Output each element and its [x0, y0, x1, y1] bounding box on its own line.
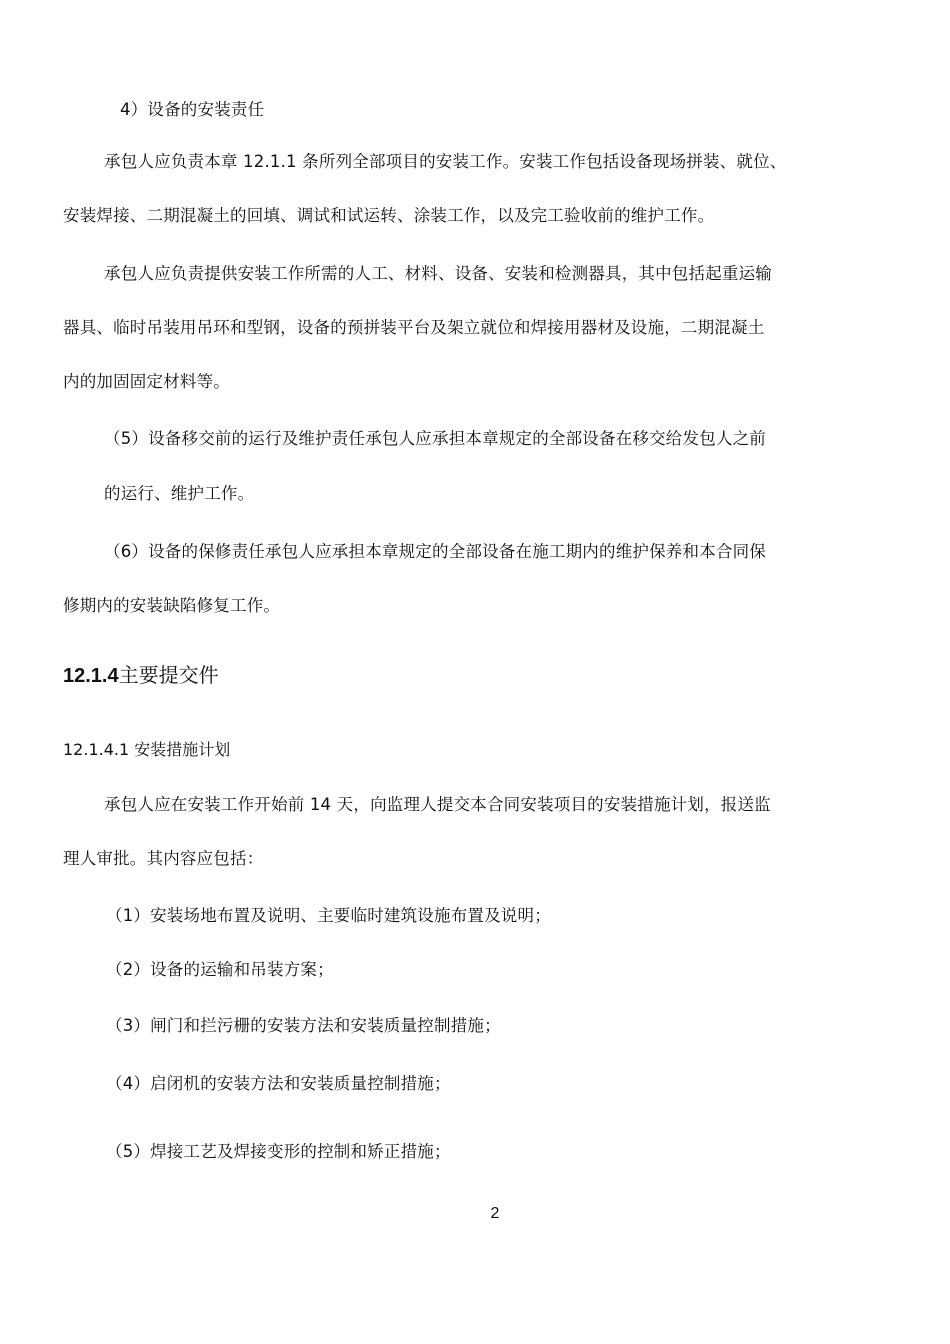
subsection-title-4: 4）设备的安装责任 — [120, 100, 265, 119]
list-item: （3）闸门和拦污栅的安装方法和安装质量控制措施； — [106, 1016, 501, 1035]
section-heading-number: 12.1.4 — [63, 665, 119, 687]
subsection-6-line: （6）设备的保修责任承包人应承担本章规定的全部设备在施工期内的维护保养和本合同保 — [104, 542, 766, 561]
subsection-5-line: （5）设备移交前的运行及维护责任承包人应承担本章规定的全部设备在移交给发包人之前 — [104, 429, 766, 448]
list-item: （5）焊接工艺及焊接变形的控制和矫正措施； — [106, 1142, 451, 1161]
section-heading-text: 主要提交件 — [118, 663, 219, 687]
paragraph-line: 器具、临时吊装用吊环和型钢，设备的预拼装平台及架立就位和焊接用器材及设施，二期混凝土 — [63, 318, 765, 337]
subsection-heading: 12.1.4.1 安装措施计划 — [63, 740, 231, 759]
paragraph-line: 承包人应在安装工作开始前 14 天，向监理人提交本合同安装项目的安装措施计划，报送监 — [104, 795, 771, 814]
paragraph-line: 内的加固固定材料等。 — [63, 372, 230, 391]
list-item: （2）设备的运输和吊装方案； — [106, 960, 334, 979]
paragraph-line: 安装焊接、二期混凝土的回填、调试和试运转、涂装工作，以及完工验收前的维护工作。 — [63, 206, 715, 225]
section-heading — [63, 661, 219, 690]
list-item: （1）安装场地布置及说明、主要临时建筑设施布置及说明； — [106, 906, 551, 925]
paragraph-line: 承包人应负责提供安装工作所需的人工、材料、设备、安装和检测器具，其中包括起重运输 — [104, 264, 772, 283]
subsection-5-line: 的运行、维护工作。 — [104, 484, 255, 503]
page-number: 2 — [490, 1205, 500, 1222]
subsection-6-line: 修期内的安装缺陷修复工作。 — [63, 596, 281, 615]
paragraph-line: 承包人应负责本章 12.1.1 条所列全部项目的安装工作。安装工作包括设备现场拼装、就位、 — [104, 152, 787, 171]
list-item: （4）启闭机的安装方法和安装质量控制措施； — [106, 1074, 451, 1093]
paragraph-line: 理人审批。其内容应包括： — [63, 849, 264, 868]
